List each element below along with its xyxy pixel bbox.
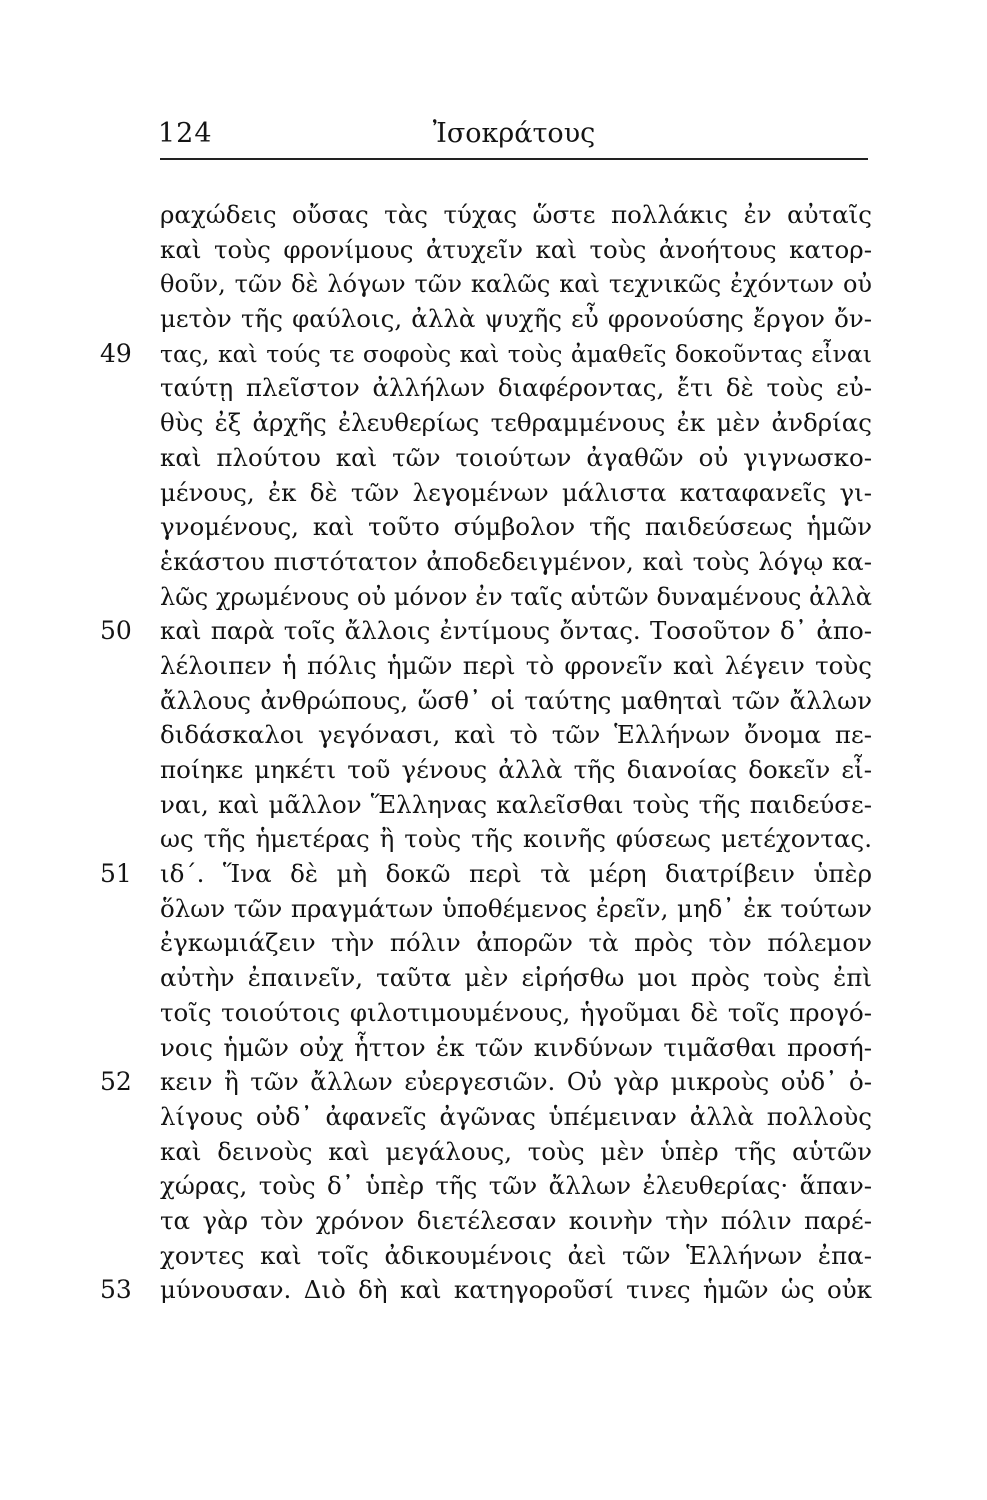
- line-text: καὶ παρὰ τοῖς ἄλλοις ἐντίμους ὄντας. Τοσοῦτον δ᾽ ἀπο-: [160, 616, 872, 646]
- line-text: τα γὰρ τὸν χρόνον διετέλεσαν κοινὴν τὴν πόλιν παρέ-: [160, 1205, 872, 1235]
- line-text: νοις ἡμῶν οὐχ ἧττον ἐκ τῶν κινδύνων τιμᾶσθαι προσή-: [160, 1032, 872, 1062]
- line-text: λῶς χρωμένους οὐ μόνον ἐν ταῖς αὑτῶν δυναμένους ἀλλὰ: [160, 582, 872, 611]
- line-text: ναι, καὶ μᾶλλον Ἕλληνας καλεῖσθαι τοὺς τῆς παιδεύσε-: [160, 789, 872, 819]
- text-line: [160, 892, 872, 927]
- line-text: ἄλλους ἀνθρώπους, ὥσθ᾽ οἱ ταύτης μαθηταὶ τῶν ἄλλων: [160, 685, 872, 715]
- text-line: [160, 718, 872, 753]
- text-line: [160, 441, 872, 476]
- text-line: [160, 1100, 872, 1135]
- line-text: γνομένους, καὶ τοῦτο σύμβολον τῆς παιδεύσεως ἡμῶν: [160, 512, 872, 542]
- text-line: [160, 961, 872, 996]
- running-title: Ἰσοκράτους: [432, 118, 596, 149]
- line-text: χώρας, τοὺς δ᾽ ὑπὲρ τῆς τῶν ἄλλων ἐλευθερίας· ἅπαν-: [160, 1171, 872, 1201]
- section-number: 52: [100, 1067, 132, 1097]
- line-text: ἐγκωμιάζειν τὴν πόλιν ἀπορῶν τὰ πρὸς τὸν πόλεμον: [160, 928, 872, 958]
- line-text: χοντες καὶ τοῖς ἀδικουμένοις ἀεὶ τῶν Ἑλλήνων ἐπα-: [160, 1240, 872, 1270]
- text-line: [100, 1273, 872, 1308]
- section-number: 51: [100, 859, 132, 889]
- text-line: [160, 684, 872, 719]
- page-header: [158, 118, 870, 160]
- line-text: ταύτῃ πλεῖστον ἀλλήλων διαφέροντας, ἔτι δὲ τοὺς εὐ-: [160, 373, 872, 403]
- line-text: θὺς ἐξ ἀρχῆς ἐλευθερίως τεθραμμένους ἐκ μὲν ἀνδρίας: [160, 408, 872, 438]
- line-text: καὶ τοὺς φρονίμους ἀτυχεῖν καὶ τοὺς ἀνοήτους κατορ-: [160, 234, 872, 264]
- text-line: [160, 545, 872, 580]
- page-number: 124: [158, 118, 213, 149]
- line-text: μένους, ἐκ δὲ τῶν λεγομένων μάλιστα καταφανεῖς γι-: [160, 477, 872, 507]
- text-line: [160, 753, 872, 788]
- line-text: αὐτὴν ἐπαινεῖν, ταῦτα μὲν εἰρήσθω μοι πρὸς τοὺς ἐπὶ: [160, 963, 872, 993]
- text-line: [160, 822, 872, 857]
- line-text: ως τῆς ἡμετέρας ἢ τοὺς τῆς κοινῆς φύσεως μετέχοντας.: [160, 824, 872, 854]
- text-line: [160, 580, 872, 615]
- line-text: ὅλων τῶν πραγμάτων ὑποθέμενος ἐρεῖν, μηδ᾽ ἐκ τούτων: [160, 893, 872, 923]
- text-line: [160, 926, 872, 961]
- text-line: [160, 406, 872, 441]
- text-line: [160, 1204, 872, 1239]
- text-line: [160, 476, 872, 511]
- text-line: [160, 1169, 872, 1204]
- line-text: καὶ πλούτου καὶ τῶν τοιούτων ἀγαθῶν οὐ γιγνωσκο-: [160, 442, 872, 472]
- text-line: [160, 788, 872, 823]
- line-text: τας, καὶ τούς τε σοφοὺς καὶ τοὺς ἀμαθεῖς δοκοῦντας εἶναι: [160, 339, 872, 368]
- text-line: [160, 371, 872, 406]
- section-number: 49: [100, 338, 132, 368]
- line-text: ραχώδεις οὔσας τὰς τύχας ὥστε πολλάκις ἐν αὐταῖς: [160, 200, 872, 229]
- line-text: κειν ἢ τῶν ἄλλων εὐεργεσιῶν. Οὐ γὰρ μικροὺς οὐδ᾽ ὀ-: [160, 1067, 872, 1097]
- line-text: καὶ δεινοὺς καὶ μεγάλους, τοὺς μὲν ὑπὲρ τῆς αὑτῶν: [160, 1136, 872, 1166]
- section-number: 50: [100, 616, 132, 646]
- text-line: [160, 1135, 872, 1170]
- text-line: [100, 614, 872, 649]
- text-line: [160, 649, 872, 684]
- text-line: [160, 1031, 872, 1066]
- text-line: [100, 1065, 872, 1100]
- line-text: διδάσκαλοι γεγόνασι, καὶ τὸ τῶν Ἑλλήνων ὄνομα πε-: [160, 720, 872, 750]
- text-line: [160, 198, 872, 233]
- line-text: μετὸν τῆς φαύλοις, ἀλλὰ ψυχῆς εὖ φρονούσης ἔργον ὄν-: [160, 304, 872, 334]
- text-line: [160, 233, 872, 268]
- section-number: 53: [100, 1275, 132, 1305]
- line-text: μύνουσαν. Διὸ δὴ καὶ κατηγοροῦσί τινες ἡμῶν ὡς οὐκ: [160, 1275, 872, 1305]
- line-text: ποίηκε μηκέτι τοῦ γένους ἀλλὰ τῆς διανοίας δοκεῖν εἶ-: [160, 755, 872, 784]
- text-line: [100, 857, 872, 892]
- text-line: [160, 267, 872, 302]
- line-text: τοῖς τοιούτοις φιλοτιμουμένους, ἡγοῦμαι δὲ τοῖς προγό-: [160, 997, 872, 1027]
- text-line: [160, 302, 872, 337]
- main-text: [100, 198, 872, 1308]
- line-text: θοῦν, τῶν δὲ λόγων τῶν καλῶς καὶ τεχνικῶς ἐχόντων οὐ: [160, 270, 872, 299]
- text-line: [160, 1239, 872, 1274]
- text-line: [100, 337, 872, 372]
- line-text: ιδ΄. Ἵνα δὲ μὴ δοκῶ περὶ τὰ μέρη διατρίβειν ὑπὲρ: [160, 859, 872, 889]
- text-line: [160, 996, 872, 1031]
- text-line: [160, 510, 872, 545]
- line-text: λέλοιπεν ἡ πόλις ἡμῶν περὶ τὸ φρονεῖν καὶ λέγειν τοὺς: [160, 650, 872, 680]
- header-rule: [160, 158, 868, 160]
- line-text: λίγους οὐδ᾽ ἀφανεῖς ἀγῶνας ὑπέμειναν ἀλλὰ πολλοὺς: [160, 1101, 872, 1131]
- line-text: ἑκάστου πιστότατον ἀποδεδειγμένον, καὶ τοὺς λόγῳ κα-: [160, 546, 872, 576]
